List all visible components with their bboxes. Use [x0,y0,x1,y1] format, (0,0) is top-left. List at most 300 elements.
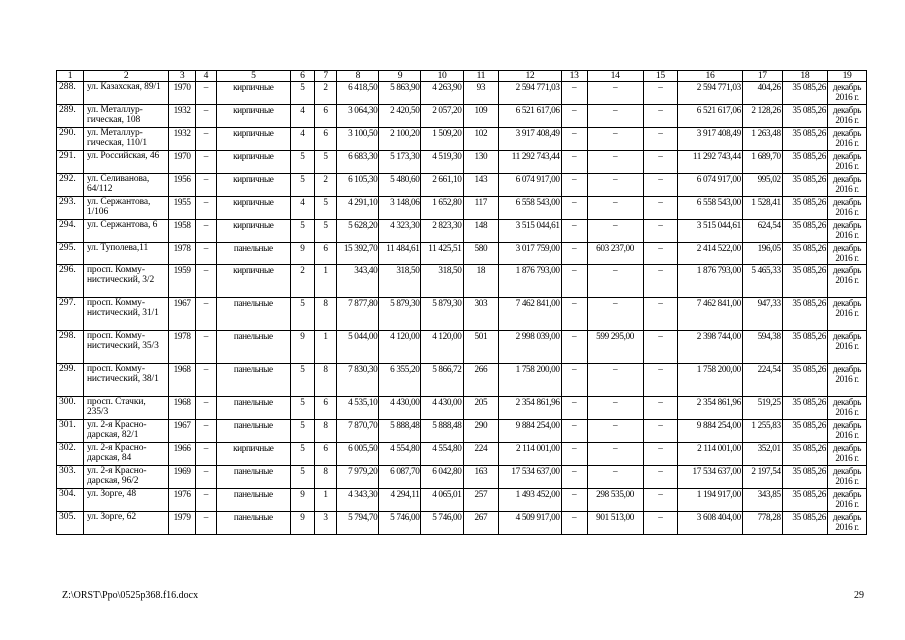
area-total: 343,40 [337,264,379,297]
year-built: 1968 [169,396,196,419]
cost-limit: 35 085,26 [782,243,827,265]
row-number: 302. [57,442,84,465]
year-built: 1932 [169,128,196,151]
cost-16: 3 608 404,00 [678,511,743,534]
entrances: 5 [314,197,337,220]
year-built: 1976 [169,488,196,511]
year-built: 1978 [169,330,196,363]
cost-limit: 35 085,26 [782,220,827,243]
wall-material: кирпичные [216,197,290,220]
table-row [57,197,867,220]
year-built: 1956 [169,174,196,197]
year-built: 1968 [169,363,196,396]
cost-per-sqm: 947,33 [742,297,782,330]
column-header: 18 [782,71,827,82]
completion-date: декабрь 2016 г. [828,511,867,534]
area-living: 5 879,30 [379,297,421,330]
column-header: 11 [463,71,499,82]
address: ул. Селиванова, 64/112 [83,174,168,197]
document-page [56,70,867,535]
cost-limit: 35 085,26 [782,105,827,128]
cost-per-sqm: 624,54 [742,220,782,243]
residents: 117 [463,197,499,220]
cost-per-sqm: 1 528,41 [742,197,782,220]
area-residential: 1 652,80 [421,197,463,220]
column-header: 12 [499,71,562,82]
area-residential: 4 065,01 [421,488,463,511]
col-13: – [561,151,587,174]
cost-14: – [587,82,643,105]
col-4: – [196,330,216,363]
cost-limit: 35 085,26 [782,488,827,511]
col-15: – [643,220,678,243]
area-total: 5 044,00 [337,330,379,363]
col-15: – [643,82,678,105]
entrances: 8 [314,419,337,442]
cost-total: 6 521 617,06 [499,105,562,128]
entrances: 1 [314,330,337,363]
table-row [57,297,867,330]
col-13: – [561,105,587,128]
cost-total: 7 462 841,00 [499,297,562,330]
area-living: 318,50 [379,264,421,297]
year-built: 1967 [169,419,196,442]
col-15: – [643,105,678,128]
area-living: 3 148,06 [379,197,421,220]
row-number: 296. [57,264,84,297]
column-header: 7 [314,71,337,82]
residents: 109 [463,105,499,128]
row-number: 303. [57,465,84,488]
completion-date: декабрь 2016 г. [828,330,867,363]
cost-per-sqm: 5 465,33 [742,264,782,297]
wall-material: кирпичные [216,264,290,297]
col-15: – [643,465,678,488]
residents: 266 [463,363,499,396]
address: просп. Комму-нистический, 31/1 [83,297,168,330]
area-living: 5 888,48 [379,419,421,442]
area-residential: 5 888,48 [421,419,463,442]
table-row [57,243,867,265]
area-total: 5 794,70 [337,511,379,534]
wall-material: кирпичные [216,220,290,243]
completion-date: декабрь 2016 г. [828,297,867,330]
completion-date: декабрь 2016 г. [828,488,867,511]
cost-limit: 35 085,26 [782,82,827,105]
area-residential: 4 554,80 [421,442,463,465]
column-header: 9 [379,71,421,82]
entrances: 6 [314,396,337,419]
completion-date: декабрь 2016 г. [828,419,867,442]
table-row [57,151,867,174]
col-4: – [196,465,216,488]
floors: 5 [291,174,315,197]
completion-date: декабрь 2016 г. [828,243,867,265]
col-4: – [196,488,216,511]
row-number: 293. [57,197,84,220]
column-header: 16 [678,71,743,82]
cost-limit: 35 085,26 [782,330,827,363]
floors: 4 [291,128,315,151]
wall-material: кирпичные [216,174,290,197]
cost-limit: 35 085,26 [782,465,827,488]
cost-per-sqm: 404,26 [742,82,782,105]
col-15: – [643,330,678,363]
table-row [57,174,867,197]
year-built: 1978 [169,243,196,265]
cost-14: 901 513,00 [587,511,643,534]
residents: 290 [463,419,499,442]
cost-16: 17 534 637,00 [678,465,743,488]
col-4: – [196,82,216,105]
cost-16: 6 521 617,06 [678,105,743,128]
row-number: 288. [57,82,84,105]
column-header: 15 [643,71,678,82]
col-4: – [196,297,216,330]
col-13: – [561,488,587,511]
wall-material: панельные [216,511,290,534]
column-header: 1 [57,71,84,82]
cost-14: – [587,105,643,128]
address: ул. Российская, 46 [83,151,168,174]
area-total: 7 979,20 [337,465,379,488]
col-13: – [561,330,587,363]
floors: 5 [291,465,315,488]
col-4: – [196,396,216,419]
col-13: – [561,82,587,105]
cost-16: 11 292 743,44 [678,151,743,174]
column-header: 3 [169,71,196,82]
area-living: 5 746,00 [379,511,421,534]
address: просп. Комму-нистический, 38/1 [83,363,168,396]
year-built: 1958 [169,220,196,243]
col-15: – [643,243,678,265]
cost-total: 9 884 254,00 [499,419,562,442]
year-built: 1967 [169,297,196,330]
cost-per-sqm: 594,38 [742,330,782,363]
floors: 5 [291,151,315,174]
col-15: – [643,363,678,396]
area-residential: 318,50 [421,264,463,297]
cost-limit: 35 085,26 [782,151,827,174]
entrances: 8 [314,297,337,330]
area-living: 4 294,11 [379,488,421,511]
completion-date: декабрь 2016 г. [828,442,867,465]
cost-total: 1 758 200,00 [499,363,562,396]
address: ул. Металлур-гическая, 110/1 [83,128,168,151]
entrances: 8 [314,465,337,488]
col-4: – [196,151,216,174]
col-13: – [561,128,587,151]
col-15: – [643,442,678,465]
cost-14: 603 237,00 [587,243,643,265]
row-number: 301. [57,419,84,442]
year-built: 1959 [169,264,196,297]
cost-limit: 35 085,26 [782,197,827,220]
entrances: 3 [314,511,337,534]
cost-16: 2 594 771,03 [678,82,743,105]
entrances: 2 [314,174,337,197]
completion-date: декабрь 2016 г. [828,82,867,105]
floors: 2 [291,264,315,297]
wall-material: панельные [216,419,290,442]
column-header: 19 [828,71,867,82]
cost-16: 1 876 793,00 [678,264,743,297]
completion-date: декабрь 2016 г. [828,151,867,174]
cost-total: 1 876 793,00 [499,264,562,297]
address: ул. Туполева,11 [83,243,168,265]
floors: 9 [291,511,315,534]
col-13: – [561,243,587,265]
cost-14: 599 295,00 [587,330,643,363]
table-row [57,488,867,511]
area-residential: 11 425,51 [421,243,463,265]
area-total: 4 343,30 [337,488,379,511]
address: ул. Сержантова, 1/106 [83,197,168,220]
area-residential: 1 509,20 [421,128,463,151]
area-residential: 5 879,30 [421,297,463,330]
col-15: – [643,174,678,197]
cost-16: 2 414 522,00 [678,243,743,265]
col-13: – [561,174,587,197]
row-number: 295. [57,243,84,265]
wall-material: кирпичные [216,82,290,105]
cost-limit: 35 085,26 [782,419,827,442]
column-header: 13 [561,71,587,82]
entrances: 6 [314,243,337,265]
row-number: 299. [57,363,84,396]
cost-16: 2 114 001,00 [678,442,743,465]
wall-material: панельные [216,488,290,511]
cost-14: – [587,419,643,442]
area-residential: 5 746,00 [421,511,463,534]
cost-16: 1 758 200,00 [678,363,743,396]
wall-material: панельные [216,297,290,330]
cost-per-sqm: 778,28 [742,511,782,534]
floors: 4 [291,197,315,220]
cost-14: – [587,363,643,396]
col-4: – [196,243,216,265]
table-row [57,465,867,488]
cost-total: 6 074 917,00 [499,174,562,197]
residents: 130 [463,151,499,174]
cost-14: – [587,151,643,174]
cost-16: 3 917 408,49 [678,128,743,151]
wall-material: кирпичные [216,128,290,151]
cost-total: 17 534 637,00 [499,465,562,488]
table-row [57,128,867,151]
col-13: – [561,442,587,465]
table-row [57,105,867,128]
area-living: 4 430,00 [379,396,421,419]
area-total: 6 005,50 [337,442,379,465]
floors: 5 [291,442,315,465]
col-4: – [196,174,216,197]
file-path: Z:\ORST\Ppo\0525p368.f16.docx [62,590,199,601]
cost-16: 1 194 917,00 [678,488,743,511]
entrances: 6 [314,442,337,465]
completion-date: декабрь 2016 г. [828,363,867,396]
cost-limit: 35 085,26 [782,297,827,330]
cost-per-sqm: 995,02 [742,174,782,197]
year-built: 1966 [169,442,196,465]
col-4: – [196,419,216,442]
row-number: 292. [57,174,84,197]
completion-date: декабрь 2016 г. [828,264,867,297]
cost-14: – [587,128,643,151]
completion-date: декабрь 2016 г. [828,197,867,220]
address: ул. Металлур-гическая, 108 [83,105,168,128]
wall-material: панельные [216,363,290,396]
cost-total: 11 292 743,44 [499,151,562,174]
column-header: 5 [216,71,290,82]
col-15: – [643,511,678,534]
table-row [57,330,867,363]
address: ул. Казахская, 89/1 [83,82,168,105]
area-living: 6 355,20 [379,363,421,396]
col-15: – [643,419,678,442]
col-4: – [196,220,216,243]
cost-per-sqm: 1 263,48 [742,128,782,151]
area-total: 6 418,50 [337,82,379,105]
completion-date: декабрь 2016 г. [828,220,867,243]
cost-14: – [587,297,643,330]
residents: 148 [463,220,499,243]
area-residential: 4 519,30 [421,151,463,174]
col-13: – [561,197,587,220]
cost-limit: 35 085,26 [782,363,827,396]
wall-material: панельные [216,330,290,363]
entrances: 6 [314,128,337,151]
table-row [57,442,867,465]
cost-14: – [587,442,643,465]
table-row [57,511,867,534]
cost-per-sqm: 2 128,26 [742,105,782,128]
wall-material: панельные [216,465,290,488]
area-total: 7 870,70 [337,419,379,442]
cost-total: 6 558 543,00 [499,197,562,220]
floors: 5 [291,396,315,419]
col-13: – [561,511,587,534]
cost-14: – [587,264,643,297]
cost-per-sqm: 343,85 [742,488,782,511]
area-total: 6 105,30 [337,174,379,197]
column-header: 17 [742,71,782,82]
residents: 102 [463,128,499,151]
col-4: – [196,105,216,128]
floors: 4 [291,105,315,128]
residents: 205 [463,396,499,419]
wall-material: панельные [216,243,290,265]
cost-16: 6 558 543,00 [678,197,743,220]
address: ул. 2-я Красно-дарская, 82/1 [83,419,168,442]
residents: 501 [463,330,499,363]
area-living: 6 087,70 [379,465,421,488]
cost-per-sqm: 352,01 [742,442,782,465]
residents: 303 [463,297,499,330]
wall-material: кирпичные [216,151,290,174]
housing-table [56,70,867,535]
cost-14: – [587,220,643,243]
area-total: 7 877,80 [337,297,379,330]
area-living: 5 173,30 [379,151,421,174]
area-living: 4 323,30 [379,220,421,243]
col-4: – [196,197,216,220]
column-header: 8 [337,71,379,82]
col-13: – [561,396,587,419]
wall-material: кирпичные [216,442,290,465]
residents: 143 [463,174,499,197]
cost-limit: 35 085,26 [782,128,827,151]
col-15: – [643,396,678,419]
cost-16: 6 074 917,00 [678,174,743,197]
area-living: 5 863,90 [379,82,421,105]
row-number: 294. [57,220,84,243]
floors: 5 [291,82,315,105]
entrances: 5 [314,220,337,243]
floors: 5 [291,220,315,243]
entrances: 6 [314,105,337,128]
completion-date: декабрь 2016 г. [828,396,867,419]
cost-limit: 35 085,26 [782,174,827,197]
table-body [57,82,867,535]
area-residential: 2 057,20 [421,105,463,128]
entrances: 1 [314,264,337,297]
residents: 163 [463,465,499,488]
area-residential: 4 120,00 [421,330,463,363]
cost-total: 2 594 771,03 [499,82,562,105]
col-13: – [561,465,587,488]
residents: 267 [463,511,499,534]
address: просп. Комму-нистический, 35/3 [83,330,168,363]
cost-14: – [587,174,643,197]
area-residential: 4 430,00 [421,396,463,419]
col-15: – [643,488,678,511]
cost-total: 3 515 044,61 [499,220,562,243]
cost-limit: 35 085,26 [782,511,827,534]
completion-date: декабрь 2016 г. [828,465,867,488]
floors: 9 [291,488,315,511]
row-number: 290. [57,128,84,151]
area-total: 4 291,10 [337,197,379,220]
address: ул. Зорге, 48 [83,488,168,511]
completion-date: декабрь 2016 г. [828,105,867,128]
area-living: 4 554,80 [379,442,421,465]
col-15: – [643,151,678,174]
table-row [57,264,867,297]
residents: 580 [463,243,499,265]
cost-total: 2 114 001,00 [499,442,562,465]
wall-material: кирпичные [216,105,290,128]
col-13: – [561,264,587,297]
col-13: – [561,419,587,442]
entrances: 1 [314,488,337,511]
column-header: 4 [196,71,216,82]
col-13: – [561,297,587,330]
col-13: – [561,363,587,396]
floors: 5 [291,297,315,330]
table-row [57,396,867,419]
col-4: – [196,511,216,534]
area-residential: 5 866,72 [421,363,463,396]
completion-date: декабрь 2016 г. [828,128,867,151]
floors: 9 [291,330,315,363]
residents: 18 [463,264,499,297]
area-living: 2 420,50 [379,105,421,128]
col-15: – [643,128,678,151]
cost-total: 3 017 759,00 [499,243,562,265]
col-4: – [196,264,216,297]
